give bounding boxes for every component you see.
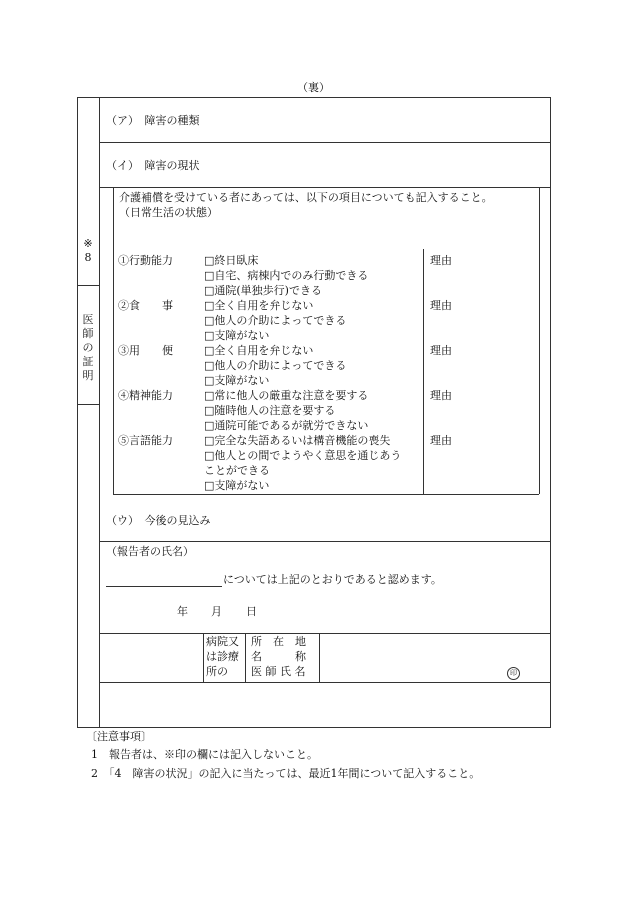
hospital-col-3: [319, 633, 320, 682]
date-day: 日: [246, 605, 257, 618]
option-checkbox[interactable]: □随時他人の注意を要する: [204, 404, 336, 417]
frame-top: [77, 97, 551, 98]
left-col-sep-2: [77, 404, 99, 405]
option-checkbox[interactable]: □通院可能であるが就労できない: [204, 419, 369, 432]
hospital-label-1: 病院又: [206, 635, 239, 648]
reason-label: 理由: [430, 254, 452, 267]
option-checkbox[interactable]: □他人との間でようやく意思を通じあう: [204, 449, 402, 462]
reason-label: 理由: [430, 344, 452, 357]
field-doctor-name: 医 師 氏 名: [251, 665, 306, 678]
option-checkbox[interactable]: □完全な失語あるいは構音機能の喪失: [204, 434, 391, 447]
option-checkbox[interactable]: □他人の介助によってできる: [204, 314, 347, 327]
ability-name: ③用 便: [118, 344, 173, 357]
reason-label: 理由: [430, 434, 452, 447]
row-sep-u: [99, 541, 550, 542]
field-name: 名 称: [251, 650, 306, 663]
frame-left: [77, 97, 78, 727]
reason-label: 理由: [430, 389, 452, 402]
date-year: 年: [177, 605, 188, 618]
option-continuation: ことができる: [204, 464, 270, 477]
ability-name: ④精神能力: [118, 389, 173, 402]
cert-char-5: 明: [82, 369, 94, 382]
inner-box-left: [113, 187, 114, 494]
hospital-label-2: は診療: [206, 650, 239, 663]
inner-box-right: [539, 187, 540, 494]
section-i-label: （イ） 障害の現状: [106, 159, 200, 172]
option-checkbox[interactable]: □全く自用を弁じない: [204, 299, 314, 312]
ability-name: ⑤言語能力: [118, 434, 173, 447]
cert-char-2: 師: [82, 327, 94, 340]
note-item-2: 2 「4 障害の状況」の記入に当たっては、最近1年間について記入すること。: [91, 767, 481, 780]
mark-number: 8: [84, 251, 92, 264]
row-sep-hospital: [99, 682, 550, 683]
option-checkbox[interactable]: □自宅、病棟内でのみ行動できる: [204, 269, 369, 282]
frame-bottom: [77, 727, 551, 728]
option-checkbox[interactable]: □常に他人の厳重な注意を要する: [204, 389, 369, 402]
option-checkbox[interactable]: □他人の介助によってできる: [204, 359, 347, 372]
frame-right: [550, 97, 551, 727]
daily-life-heading: （日常生活の状態）: [119, 206, 218, 219]
option-checkbox[interactable]: □支障がない: [204, 374, 270, 387]
row-sep-reporter: [99, 633, 550, 634]
option-checkbox[interactable]: □通院(単独歩行)できる: [204, 284, 322, 297]
hospital-label-3: 所の: [206, 665, 228, 678]
cert-char-4: 証: [82, 355, 94, 368]
option-checkbox[interactable]: □支障がない: [204, 479, 270, 492]
hospital-col-1: [203, 633, 204, 682]
reporter-name-blank[interactable]: [106, 586, 222, 587]
row-sep-a: [99, 142, 550, 143]
cert-char-3: の: [82, 341, 94, 354]
section-a-label: （ア） 障害の種類: [106, 114, 200, 127]
date-month: 月: [211, 605, 222, 618]
field-address: 所 在 地: [251, 635, 306, 648]
seal-mark: 印: [507, 667, 520, 680]
section-u-label: （ウ） 今後の見込み: [106, 514, 211, 527]
note-item-1: 1 報告者は、※印の欄には記入しないこと。: [91, 748, 318, 761]
instruction-text: 介護補償を受けている者にあっては、以下の項目についても記入すること。: [119, 191, 493, 204]
hospital-col-2: [245, 633, 246, 682]
inner-box-bottom: [113, 494, 539, 495]
option-checkbox[interactable]: □全く自用を弁じない: [204, 344, 314, 357]
ability-name: ②食 事: [118, 299, 173, 312]
cert-char-1: 医: [82, 313, 94, 326]
reason-label: 理由: [430, 299, 452, 312]
left-col-sep-1: [77, 285, 99, 286]
ability-name: ①行動能力: [118, 254, 173, 267]
reporter-statement: については上記のとおりであると認めます。: [223, 573, 442, 586]
reporter-label: （報告者の氏名）: [106, 545, 194, 558]
row-sep-i: [99, 187, 550, 188]
option-checkbox[interactable]: □支障がない: [204, 329, 270, 342]
asterisk-mark: ※: [83, 237, 93, 250]
notes-heading: 〔注意事項〕: [86, 730, 152, 743]
option-checkbox[interactable]: □終日臥床: [204, 254, 259, 267]
reason-col-divider: [423, 249, 424, 494]
page-side-label: （裏）: [297, 81, 330, 94]
